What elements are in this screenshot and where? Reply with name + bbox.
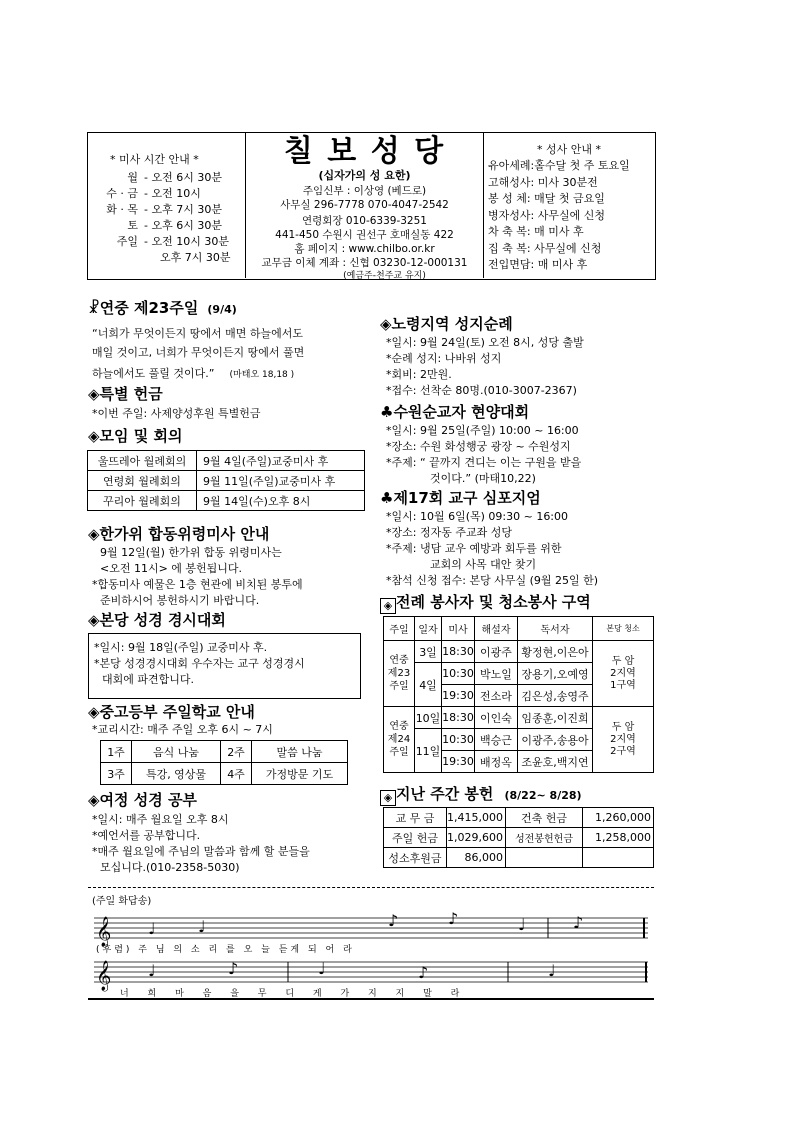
treble-clef-icon: 𝄞	[96, 917, 112, 947]
contest-line: 대회에 파견합니다.	[102, 673, 195, 686]
martyrs-line: *장소: 수원 화성행궁 광장 ~ 수원성지	[386, 440, 571, 453]
table-row	[384, 808, 654, 828]
week-label: 2주	[221, 741, 252, 763]
reader-cell: 장용기,오예영	[518, 663, 593, 685]
offering-amount	[583, 848, 654, 868]
chi-rho-icon: ☧	[88, 299, 100, 317]
commentator-cell: 이광주	[475, 641, 518, 663]
symposium-line: 교회의 사목 대안 찾기	[430, 558, 537, 571]
chuseok-line: 9월 12일(월) 한가위 합동 위령미사는	[100, 546, 282, 559]
hymn-lyrics-1: (후렴) 주 님 의 소 리 를 오 늘 듣게 되 어 라	[96, 945, 355, 955]
study-line: *일시: 매주 월요일 오후 8시	[92, 813, 229, 826]
col-header: 본당 청소	[593, 617, 654, 641]
chuseok-body	[92, 545, 303, 609]
mass-times-title: * 미사 시간 안내 *	[110, 153, 199, 166]
office-phone: 사무실 296-7778 070-4047-2542	[280, 199, 449, 211]
pastor-line: 주임신부 : 이상영 (베드로)	[302, 185, 427, 197]
offering-amount: 1,258,000	[583, 828, 654, 848]
meetings-title: ◈모임 및 회의	[88, 427, 183, 445]
finance-table	[383, 807, 654, 868]
sacrament-item: 고해성사: 미사 30분전	[488, 175, 598, 189]
table-row	[88, 451, 365, 471]
table-row	[384, 617, 654, 641]
week-label: 연중 제24 주일	[384, 707, 415, 773]
liturgy-title: 전례 봉사자 및 청소봉사 구역	[396, 593, 591, 611]
sunday-school-title: ◈중고등부 주일학교 안내	[88, 703, 255, 721]
reader-cell: 임종훈,이진희	[518, 707, 593, 729]
staff-lines-2	[94, 962, 648, 982]
week-activity: 말씀 나눔	[252, 741, 348, 763]
reader-cell: 황정현,이은아	[518, 641, 593, 663]
sacrament-title: * 성사 안내 *	[537, 143, 601, 156]
table-row	[384, 828, 654, 848]
symposium-line: *주제: 냉담 교우 예방과 회두를 위한	[386, 542, 562, 555]
mass-time-cell: 19:30	[442, 685, 475, 707]
sacrament-item: 병자성사: 사무실에 신청	[488, 208, 605, 222]
week-activity: 특강, 영상물	[132, 763, 221, 785]
offering-label	[506, 848, 583, 868]
mass-time-cell: 10:30	[442, 663, 475, 685]
commentator-cell: 이인숙	[475, 707, 518, 729]
church-name: 칠 보 성 당	[283, 134, 446, 169]
staff-lines-1	[94, 918, 648, 938]
meeting-time: 9월 11일(주일)교중미사 후	[197, 471, 365, 491]
homepage: 홈 페이지 : www.chilbo.or.kr	[294, 243, 435, 255]
mass-time-cell: 19:30	[442, 751, 475, 773]
commentator-cell: 전소라	[475, 685, 518, 707]
pilgrimage-body	[386, 335, 584, 399]
offering-amount: 1,415,000	[447, 808, 506, 828]
pilgrimage-line: *회비: 2만원.	[386, 368, 452, 381]
offering-label: 교 무 금	[384, 808, 447, 828]
meeting-name: 울뜨레아 월례회의	[88, 451, 197, 471]
address: 441-450 수원시 권선구 호매실동 422	[275, 229, 454, 241]
offering-line: *이번 주일: 사제양성후원 특별헌금	[92, 407, 261, 420]
mass-day: 수 · 금	[106, 187, 138, 200]
mass-day: 주일	[116, 235, 138, 248]
note-icon: ♩	[148, 961, 156, 980]
col-header: 일자	[415, 617, 442, 641]
finance-heading	[380, 784, 582, 806]
sunday-school-line: *교리시간: 매주 주일 오후 6시 ~ 7시	[92, 723, 273, 736]
account-holder: (예금주-천주교 유지)	[343, 271, 426, 281]
study-line: *매주 월요일에 주님의 말씀과 함께 할 분들을	[92, 845, 310, 858]
mass-time: - 오후 7시 30분	[144, 203, 222, 216]
sacrament-item: 집 축 복: 사무실에 신청	[488, 241, 602, 255]
mass-time: - 오전 6시 30분	[144, 171, 222, 184]
mass-times-list	[92, 170, 242, 266]
note-icon: ♪	[228, 959, 239, 978]
sacrament-item: 전입면담: 매 미사 후	[488, 258, 588, 271]
note-icon: ♩	[548, 961, 556, 980]
hymn-lyrics-2: 너 희 마 음 을 무 디 게 가 지 지 말 라	[120, 989, 468, 999]
mass-time-cell: 10:30	[442, 729, 475, 751]
sacrament-item: 차 축 복: 매 미사 후	[488, 225, 584, 238]
meetings-table	[87, 450, 365, 511]
martyrs-line: 것이다.” (마태10,22)	[430, 472, 536, 485]
quote-line: 매일 것이고, 너희가 무엇이든지 땅에서 풀면	[92, 346, 305, 359]
mass-time-cell: 18:30	[442, 707, 475, 729]
church-subtitle: (십자가의 성 요한)	[318, 169, 411, 182]
symposium-line: *장소: 정자동 주교좌 성당	[386, 526, 512, 539]
martyrs-line: *일시: 9월 25일(주일) 10:00 ~ 16:00	[386, 424, 579, 437]
chuseok-line: <오전 11시> 에 봉헌됩니다.	[100, 562, 243, 575]
framed-diamond-icon: ◈	[380, 790, 396, 806]
quote-line: “너희가 무엇이든지 땅에서 매면 하늘에서도	[92, 327, 303, 340]
sunday-title: 연중 제23주일	[99, 299, 199, 317]
offering-title: ◈특별 헌금	[88, 385, 163, 403]
women-bible-body	[92, 812, 310, 876]
mass-day: 화 · 목	[106, 203, 138, 216]
table-row	[101, 741, 348, 763]
mass-day: 월	[127, 171, 138, 184]
col-header: 주일	[384, 617, 415, 641]
liturgy-heading	[380, 592, 591, 614]
commentator-cell: 백승근	[475, 729, 518, 751]
offering-label: 건축 헌금	[506, 808, 583, 828]
quote-line: 하늘에서도 풀릴 것이다.”	[92, 367, 215, 380]
col-header: 해설자	[475, 617, 518, 641]
reader-cell: 조윤호,백지연	[518, 751, 593, 773]
note-icon: ♩	[148, 919, 156, 938]
note-icon: ♩	[198, 917, 206, 936]
mass-time: - 오전 10시 30분	[144, 235, 229, 248]
col-header: 독서자	[518, 617, 593, 641]
sunday-school-table	[100, 740, 348, 785]
note-icon: ♪	[388, 911, 399, 930]
table-row	[384, 848, 654, 868]
bible-contest-body	[94, 640, 305, 688]
hymn-bottom-rule	[88, 998, 654, 1000]
commentator-cell: 배정옥	[475, 751, 518, 773]
pilgrimage-line: *순례 성지: 나바위 성지	[386, 352, 502, 365]
offering-label: 주일 헌금	[384, 828, 447, 848]
offering-amount: 86,000	[447, 848, 506, 868]
martyrs-line: *주제: “ 끝까지 견디는 이는 구원을 받을	[386, 456, 582, 469]
mass-time: - 오전 10시	[144, 187, 201, 200]
study-line: *예언서를 공부합니다.	[92, 829, 201, 842]
funeral-phone: 연령회장 010-6339-3251	[302, 215, 427, 227]
mass-day: 토	[127, 219, 138, 232]
meeting-name: 꾸리아 월례회의	[88, 491, 197, 511]
martyrs-body	[386, 423, 581, 487]
bank-account: 교무금 이체 계좌 : 신협 03230-12-000131	[261, 257, 468, 269]
hymn-top-rule	[88, 887, 654, 888]
meeting-name: 연령회 월례회의	[88, 471, 197, 491]
week-label: 3주	[101, 763, 132, 785]
note-icon: ♩	[318, 959, 326, 978]
cleaning-cell: 두 암 2지역 2구역	[593, 707, 654, 773]
finance-period: (8/22~ 8/28)	[504, 789, 582, 802]
table-row	[88, 491, 365, 511]
cleaning-cell: 두 암 2지역 1구역	[593, 641, 654, 707]
pilgrimage-line: *접수: 선착순 80명.(010-3007-2367)	[386, 384, 577, 397]
offering-label: 성소후원금	[384, 848, 447, 868]
quote-reference: (마태오 18,18 )	[229, 370, 295, 380]
offering-label: 성전봉헌헌금	[506, 828, 583, 848]
note-icon: ♪	[448, 909, 459, 928]
mass-time: - 오후 6시 30분	[144, 219, 222, 232]
framed-diamond-icon: ◈	[380, 598, 396, 614]
liturgy-table	[383, 616, 654, 773]
martyrs-title: ♣수원순교자 현양대회	[380, 403, 530, 421]
pilgrimage-title: ◈노령지역 성지순례	[380, 315, 513, 333]
meeting-time: 9월 14일(수)오후 8시	[197, 491, 365, 511]
chuseok-line: *합동미사 예물은 1층 현관에 비치된 봉투에	[92, 578, 303, 591]
women-bible-title: ◈여정 성경 공부	[88, 791, 197, 809]
offering-amount: 1,260,000	[583, 808, 654, 828]
sunday-date: (9/4)	[207, 303, 237, 316]
symposium-line: *일시: 10월 6일(목) 09:30 ~ 16:00	[386, 510, 569, 523]
treble-clef-icon: 𝄞	[96, 961, 112, 991]
sacrament-item: 유아세례:홀수달 첫 주 토요일	[488, 159, 630, 172]
sacrament-list	[488, 158, 630, 274]
week-activity: 가정방문 기도	[252, 763, 348, 785]
table-row	[384, 641, 654, 663]
mass-time-cell: 18:30	[442, 641, 475, 663]
reader-cell: 이광주,송용아	[518, 729, 593, 751]
bible-contest-title: ◈본당 성경 경시대회	[88, 611, 226, 629]
meeting-time: 9월 4일(주일)교중미사 후	[197, 451, 365, 471]
hymn-title: (주일 화답송)	[92, 896, 152, 907]
symposium-title: ♣제17회 교구 심포지엄	[380, 489, 541, 507]
reader-cell: 김은성,송영주	[518, 685, 593, 707]
contest-line: *본당 성경경시대회 우수자는 교구 성경경시	[94, 657, 305, 670]
date-cell: 3일	[415, 641, 442, 663]
table-row	[88, 471, 365, 491]
date-cell: 11일	[415, 729, 442, 773]
offering-amount: 1,029,600	[447, 828, 506, 848]
note-icon: ♪	[573, 913, 584, 932]
finance-title: 지난 주간 봉헌	[396, 785, 494, 803]
study-line: 모십니다.(010-2358-5030)	[100, 861, 240, 874]
week-label: 4주	[221, 763, 252, 785]
contest-line: *일시: 9월 18일(주일) 교중미사 후.	[94, 641, 268, 654]
sunday-heading	[88, 298, 237, 318]
chuseok-title: ◈한가위 합동위령미사 안내	[88, 525, 270, 543]
mass-time: 오후 7시 30분	[160, 251, 231, 264]
symposium-line: *참석 신청 접수: 본당 사무실 (9월 25일 한)	[386, 574, 599, 587]
note-icon: ♪	[418, 963, 429, 982]
symposium-body	[386, 509, 598, 589]
week-label: 연중 제23 주일	[384, 641, 415, 707]
week-activity: 음식 나눔	[132, 741, 221, 763]
note-icon: ♩	[518, 915, 526, 934]
sacrament-item: 봉 성 체: 매달 첫 금요일	[488, 192, 605, 205]
date-cell: 10일	[415, 707, 442, 729]
table-row	[101, 763, 348, 785]
gospel-quote	[92, 324, 304, 385]
date-cell: 4일	[415, 663, 442, 707]
pilgrimage-line: *일시: 9월 24일(토) 오전 8시, 성당 출발	[386, 336, 584, 349]
table-row	[384, 707, 654, 729]
mass-day	[92, 250, 138, 266]
church-info	[246, 184, 483, 282]
week-label: 1주	[101, 741, 132, 763]
chuseok-line: 준비하시어 봉헌하시기 바랍니다.	[100, 594, 260, 607]
col-header: 미사	[442, 617, 475, 641]
commentator-cell: 박노일	[475, 663, 518, 685]
